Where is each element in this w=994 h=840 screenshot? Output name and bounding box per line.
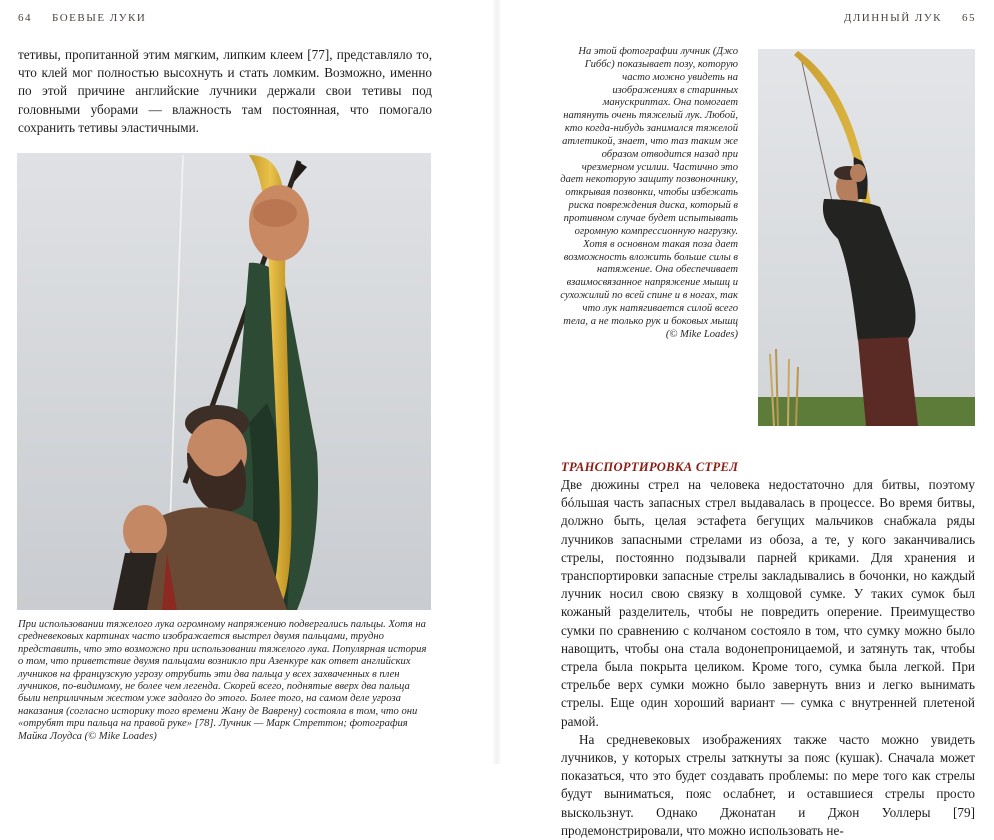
right-page-number: 65 — [962, 12, 976, 24]
right-running-title: ДЛИННЫЙ ЛУК — [843, 12, 942, 24]
page-gutter — [492, 0, 502, 764]
right-paragraph: На средневековых изображениях также часто можно увидеть лучников, у которых стрелы заткнуты за пояс (кушак). Сначала может показаться, что это будет создавать проблемы: по мере того как стрелы будут выниматься, пояс ослабнет, и оставшиеся стрелы просто выскользнут. Однако Джонатан и Джон Уоллеры [79] продемонстрировали, что можно использовать не- — [561, 731, 975, 838]
right-photo-caption: На этой фотографии лучник (Джо Гиббс) показывает позу, которую часто можно увидеть на изображениях в старинных манускриптах. Она помогает натянуть очень тяжелый лук. Любой, кто когда-нибудь занимался тяжелой атлетикой, знает, что таз таким же образом отводится назад при чрезмерном усилии. Частично это дает некоторую защиту позвоночнику, открывая позвонки, чтобы избежать риска повреждения диска, который в противном случае будет испытывать огромную компрессионную нагрузку. Хотя в основном такая поза дает возможность вложить больше силы в натяжение. Она обеспечивает взаимосвязанное напряжение мышц и сухожилий по всей спине и в ногах, так что лук натягивается силой всего тела, а не только рук и боковых мышц (© Mike Loades) — [560, 46, 738, 340]
left-page-number: 64 — [18, 12, 32, 24]
left-running-head — [18, 12, 146, 24]
section-heading: ТРАНСПОРТИРОВКА СТРЕЛ — [561, 460, 739, 474]
left-photo-illustration — [17, 153, 431, 610]
right-photo-archer — [758, 49, 975, 426]
right-body-text — [561, 476, 975, 840]
left-photo-caption: При использовании тяжелого лука огромному напряжению подвергались пальцы. Хотя на средневековых картинах часто изображается выстрел двумя пальцами, трудно представить, что это возможно при использовании тяжелого лука. Популярная история о том, что приветствие двумя пальцами возникло при Азенкуре как ответ английских лучников на французскую угрозу отрубить эти два пальца у всех захваченных в плен лучников, по-видимому, не более чем легенда. Скорей всего, поднятые вверх два пальца были неприличным жестом уже задолго до этого. Более того, на самом деле угроза наказания (согласно историку того времени Жану де Ваврену) состояла в том, что они «отрубят три пальца на правой руке» [78]. Лучник — Марк Стреттон; фотография Майка Лоудса (© Mike Loades) — [18, 619, 427, 742]
right-photo-illustration — [758, 49, 975, 426]
right-paragraph: Две дюжины стрел на человека недостаточно для битвы, поэтому бóльшая часть запасных стрел выдавалась в процессе. Во время битвы, должно быть, целая эстафета бегущих мальчиков снабжала ряды лучников запасными стрелами из обоза, а те, у кого заканчивались стрелы, постоянно подзывали парней криками. Для хранения и транспортировки запасные стрелы закладывались в бочонки, но каждый лучник носил свою связку в холщовой сумке. У таких сумок был кожаный разделитель, чтобы не повредить оперение. Преимущество сумки по сравнению с колчаном состояло в том, что сумку можно было навощить, чтобы она стала водонепроницаемой, и затянуть так, чтобы стрела была покрыта целиком. Кроме того, сумка была легкой. При стрельбе верх сумки можно было завернуть вниз и легко вынимать стрелы. Еще один хороший вариант — сумка с внутренней плетеной рамой. — [561, 477, 975, 729]
left-top-text — [18, 46, 432, 137]
left-photo-archer — [17, 153, 431, 610]
left-top-paragraph: тетивы, пропитанной этим мягким, липким клеем [77], представляло то, что клей мог полностью высохнуть и стать ломким. Возможно, именно по этой причине английские лучники держали свои тетивы под головными уборами — влажность там постоянная, что помогало сохранить тетивы эластичными. — [18, 47, 432, 135]
left-running-title: БОЕВЫЕ ЛУКИ — [52, 12, 147, 24]
right-running-head — [844, 12, 976, 24]
